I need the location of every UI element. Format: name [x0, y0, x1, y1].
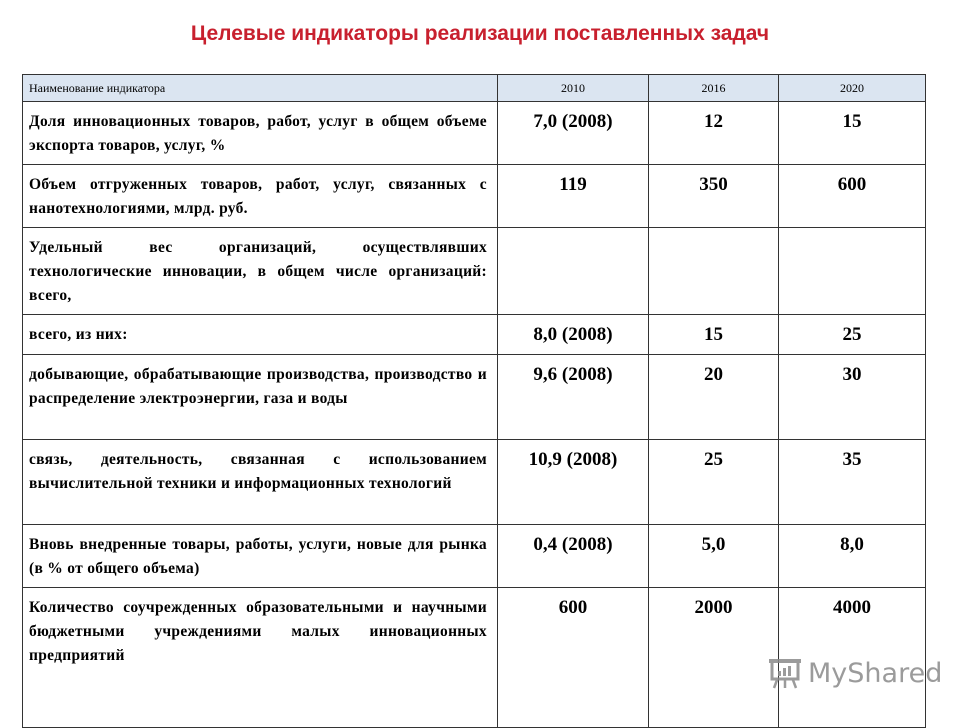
table-row	[23, 525, 926, 588]
value-2016: 350	[649, 165, 779, 228]
value-2010: 8,0 (2008)	[498, 315, 649, 355]
header-2016: 2016	[649, 75, 779, 102]
value-2020: 8,0	[779, 525, 926, 588]
presentation-board-icon	[768, 656, 802, 690]
indicator-name: Количество соучрежденных образовательными и научными бюджетными учреждениями малых инновационных предприятий	[23, 588, 498, 728]
indicators-table	[22, 74, 926, 728]
indicator-name: Объем отгруженных товаров, работ, услуг, связанных с нанотехнологиями, млрд. руб.	[23, 165, 498, 228]
value-2010: 0,4 (2008)	[498, 525, 649, 588]
value-2020: 600	[779, 165, 926, 228]
table-row	[23, 355, 926, 440]
value-2020: 35	[779, 440, 926, 525]
indicator-name: связь, деятельность, связанная с использованием вычислительной техники и информационных технологий	[23, 440, 498, 525]
table-header	[23, 75, 926, 102]
value-2010: 600	[498, 588, 649, 728]
indicator-name: добывающие, обрабатывающие производства, производство и распределение электроэнергии, газа и воды	[23, 355, 498, 440]
watermark-text: MyShared	[808, 657, 943, 689]
value-2010	[498, 228, 649, 315]
header-2020: 2020	[779, 75, 926, 102]
value-2016: 5,0	[649, 525, 779, 588]
table-row	[23, 440, 926, 525]
value-2016: 20	[649, 355, 779, 440]
table-row	[23, 165, 926, 228]
value-2020: 15	[779, 102, 926, 165]
value-2016: 25	[649, 440, 779, 525]
value-2016: 2000	[649, 588, 779, 728]
header-indicator-name: Наименование индикатора	[23, 75, 498, 102]
watermark	[768, 656, 942, 690]
indicator-name: Доля инновационных товаров, работ, услуг в общем объеме экспорта товаров, услуг, %	[23, 102, 498, 165]
value-2020	[779, 228, 926, 315]
value-2020: 4000	[779, 588, 926, 728]
value-2020: 30	[779, 355, 926, 440]
value-2010: 10,9 (2008)	[498, 440, 649, 525]
indicator-name: всего, из них:	[23, 315, 498, 355]
table-row	[23, 315, 926, 355]
header-2010: 2010	[498, 75, 649, 102]
value-2016: 15	[649, 315, 779, 355]
indicator-name: Удельный вес организаций, осуществлявших технологические инновации, в общем числе организаций: всего,	[23, 228, 498, 315]
value-2016	[649, 228, 779, 315]
value-2010: 7,0 (2008)	[498, 102, 649, 165]
indicator-name: Вновь внедренные товары, работы, услуги, новые для рынка (в % от общего объема)	[23, 525, 498, 588]
table-row	[23, 228, 926, 315]
slide-title: Целевые индикаторы реализации поставленных задач	[190, 22, 770, 45]
value-2010: 9,6 (2008)	[498, 355, 649, 440]
value-2016: 12	[649, 102, 779, 165]
value-2020: 25	[779, 315, 926, 355]
table-row	[23, 102, 926, 165]
value-2010: 119	[498, 165, 649, 228]
